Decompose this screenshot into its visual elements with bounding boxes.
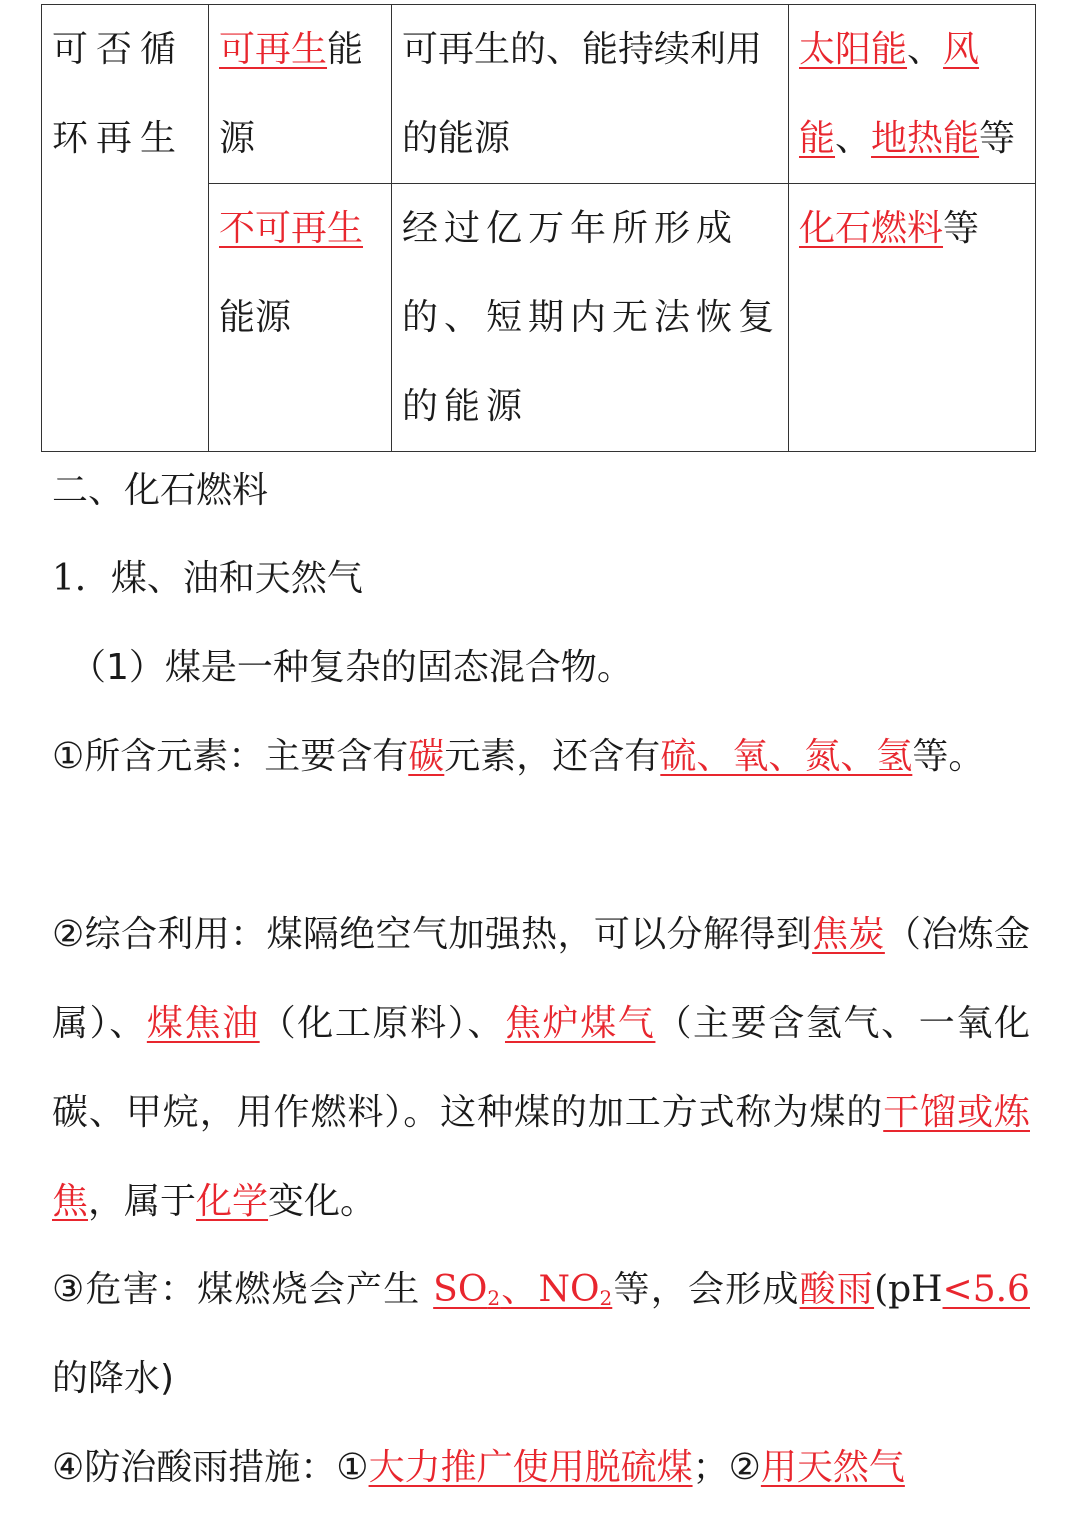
definition-cell (392, 184, 789, 452)
subscript: 2 (599, 1286, 613, 1310)
definition-cell (392, 5, 789, 184)
answer-keyword: 干馏或炼焦 (52, 1092, 1030, 1222)
example-suffix: 等 (943, 208, 980, 249)
formula-separator: 、 (500, 1269, 539, 1310)
answer-keyword: 焦炉煤气 (504, 1003, 656, 1044)
answer-keyword: 硫、氧、氮、氢 (660, 736, 913, 777)
item-prevention (52, 1423, 1030, 1512)
formula-no2: NO (538, 1269, 600, 1310)
sub-heading-number: 1． (52, 558, 111, 599)
answer-keyword: 焦炭 (812, 914, 885, 955)
item-text: ，属于 (88, 1181, 197, 1222)
item-text: 变化。 (268, 1181, 377, 1222)
answer-keyword: 碳 (408, 736, 445, 777)
item-text: ；② (692, 1447, 761, 1488)
item-utilization (52, 890, 1030, 1246)
example-keyword: 太阳能 (799, 29, 908, 70)
section-heading-text: 二、化石燃料 (52, 470, 269, 511)
example-keyword: 地热能 (871, 118, 980, 159)
formula-so2: SO (433, 1269, 488, 1310)
type-suffix: 能源 (219, 297, 292, 338)
item-text: ②综合利用：煤隔绝空气加强热，可以分解得到 (52, 914, 813, 955)
examples-cell (789, 5, 1036, 184)
type-cell (209, 5, 392, 184)
item-text: ③危害：煤燃烧会产生 (52, 1269, 421, 1310)
item-text: 等，会形成 (612, 1269, 800, 1310)
item-elements (52, 712, 1030, 801)
item-text: （化工原料）、 (259, 1003, 505, 1044)
type-keyword: 可再生 (219, 29, 328, 70)
example-separator: 、 (907, 29, 944, 70)
paragraph-coal-intro (70, 623, 1030, 712)
item-text: 元素，还含有 (444, 736, 661, 777)
answer-keyword: 酸雨 (799, 1269, 875, 1310)
type-cell (209, 184, 392, 452)
example-separator: 、 (835, 118, 872, 159)
item-text: ①所含元素：主要含有 (52, 736, 409, 777)
type-keyword: 不可再生 (219, 208, 364, 249)
definition-text: 经过亿万年所形成的、短期内无法恢复的能源 (402, 208, 781, 427)
category-text: 可否循环再生 (52, 29, 185, 159)
item-text: （冶炼金属）、 (52, 914, 1030, 1044)
sub-heading-text: 煤、油和天然气 (110, 558, 363, 599)
pollutant-formulas (433, 1269, 612, 1310)
examples-cell (789, 184, 1036, 452)
item-text: 的降水) (52, 1358, 175, 1399)
answer-keyword: 化学 (196, 1181, 269, 1222)
item-text: (pH (874, 1269, 943, 1310)
example-keyword: 化石燃料 (799, 208, 944, 249)
example-keyword: 风能 (799, 29, 980, 159)
section-heading (52, 446, 1030, 535)
category-cell (42, 5, 209, 452)
definition-text: 可再生的、能持续利用的能源 (402, 29, 763, 159)
energy-classification-table (41, 4, 1036, 452)
answer-keyword: <5.6 (942, 1269, 1030, 1310)
table-row (42, 5, 1036, 184)
item-text: （主要含氢气、一氧化碳、甲烷，用作燃料）。这种煤的加工方式称为煤的 (52, 1003, 1030, 1133)
answer-keyword: 煤焦油 (146, 1003, 260, 1044)
item-hazards (52, 1245, 1030, 1423)
paragraph-text: （1）煤是一种复杂的固态混合物。 (70, 647, 633, 688)
item-text: 等。 (912, 736, 985, 777)
item-text: ④防治酸雨措施：① (52, 1447, 369, 1488)
subscript: 2 (487, 1286, 501, 1310)
sub-heading (52, 534, 1030, 623)
type-suffix: 能源 (219, 29, 364, 159)
example-suffix: 等 (979, 118, 1016, 159)
answer-keyword: 用天然气 (760, 1447, 905, 1488)
answer-keyword: 大力推广使用脱硫煤 (368, 1447, 693, 1488)
